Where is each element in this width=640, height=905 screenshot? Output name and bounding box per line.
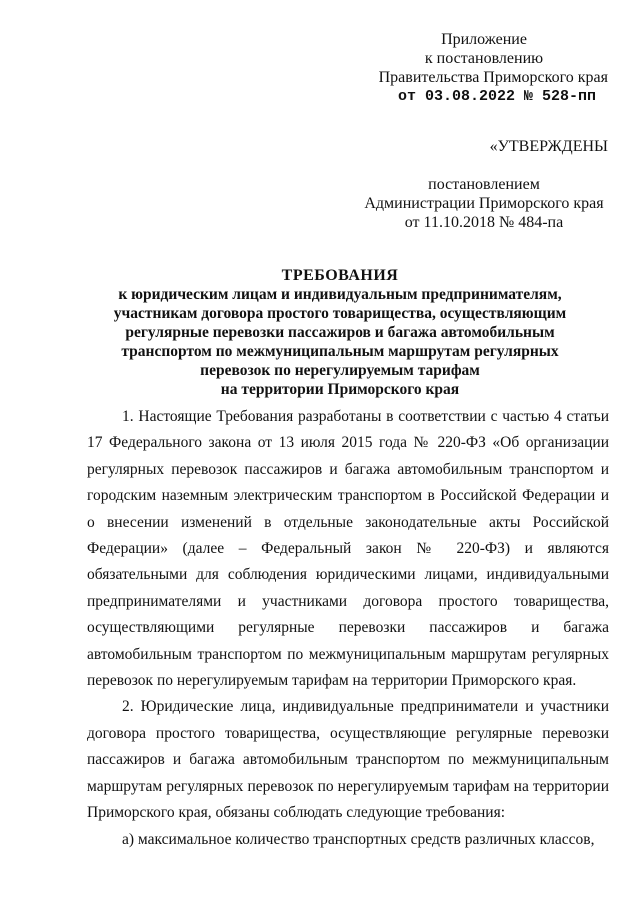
paragraph-2: 2. Юридические лица, индивидуальные предприниматели и участники договора простого товарищества, осуществляющие регулярные перевозки пассажиров и багажа автомобильным транспортом по межмуниципальным маршрутам регулярных перевозок по нерегулируемым тарифам на территории Приморского края, обязаны соблюдать следующие требования: <box>87 698 609 822</box>
paragraph-2a: а) максимальное количество транспортных средств различных классов, <box>122 830 595 848</box>
title-line: к юридическим лицам и индивидуальным предпринимателям, <box>118 286 562 303</box>
title-line: перевозок по нерегулируемым тарифам <box>200 362 480 379</box>
title-line: участникам договора простого товарищества, осуществляющим <box>113 305 567 322</box>
title-main: ТРЕБОВАНИЯ <box>281 267 399 284</box>
title-line: регулярные перевозки пассажиров и багажа автомобильным <box>125 324 555 341</box>
title-line: на территории Приморского края <box>220 381 460 398</box>
approved-heading: «УТВЕРЖДЕНЫ <box>489 138 608 155</box>
appendix-line-2: к постановлению <box>424 50 544 67</box>
appendix-line-3: Правительства Приморского края <box>378 69 608 86</box>
paragraph-1: 1. Настоящие Требования разработаны в соответствии с частью 4 статьи 17 Федерального закона от 13 июля 2015 года № 220-ФЗ «Об организации регулярных перевозок пассажиров и багажа автомобильным транспортом и городским наземным электрическим транспортом в Российской Федерации и о внесении изменений в отдельные законодательные акты Российской Федерации» (далее – Федеральный закон № 220-ФЗ) и являются обязательными для соблюдения юридическими лицами, индивидуальными предпринимателями и участниками договора простого товарищества, осуществляющими регулярные перевозки пассажиров и багажа автомобильным транспортом по межмуниципальным маршрутам регулярных перевозок по нерегулируемым тарифам на территории Приморского края. <box>87 408 609 690</box>
approved-line-3: от 11.10.2018 № 484-па <box>404 214 564 231</box>
approved-block <box>360 137 608 232</box>
document-body <box>87 404 609 853</box>
approved-line-2: Администрации Приморского края <box>364 195 604 212</box>
title-line: транспортом по межмуниципальным маршрутам регулярных <box>121 343 559 360</box>
document-title <box>70 266 610 399</box>
resolution-stamp: от 03.08.2022 № 528-пп <box>398 88 597 105</box>
appendix-line-1: Приложение <box>441 31 527 48</box>
appendix-block <box>360 30 608 87</box>
approved-line-1: постановлением <box>428 176 540 193</box>
